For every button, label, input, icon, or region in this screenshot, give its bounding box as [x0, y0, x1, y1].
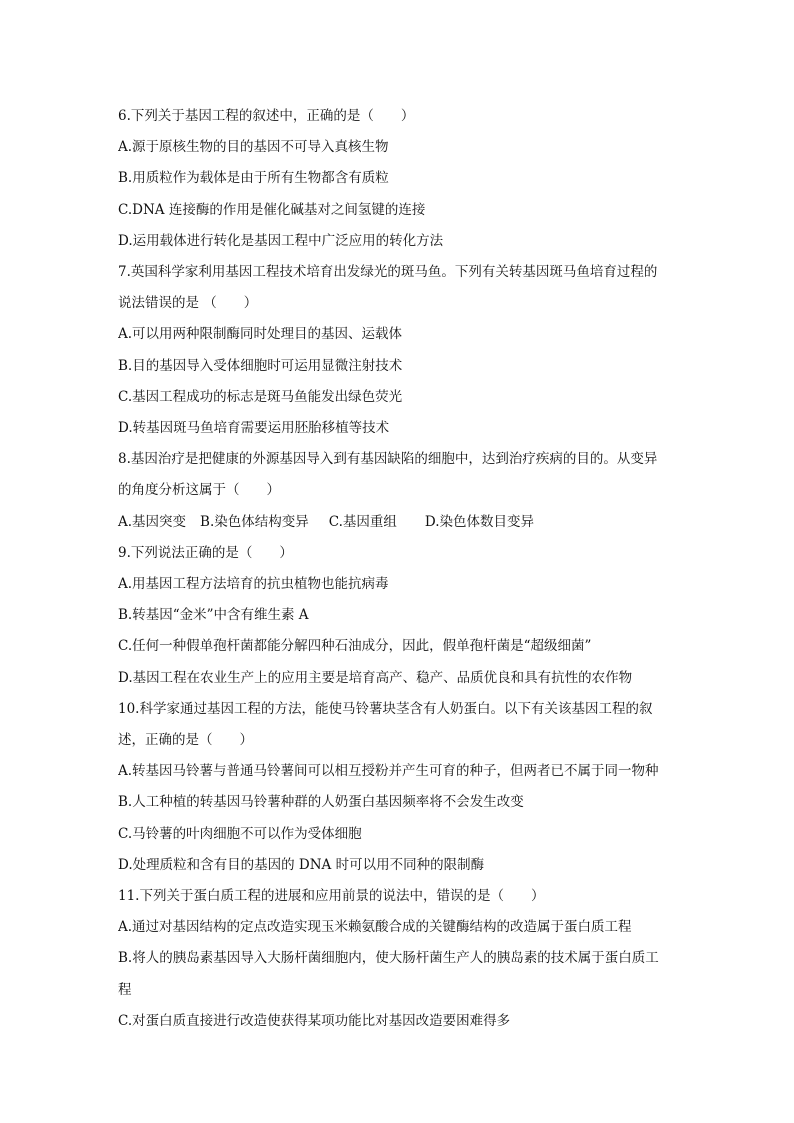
question-10	[118, 694, 680, 881]
question-6-option-a: A.源于原核生物的目的基因不可导入真核生物	[118, 139, 389, 156]
question-7-option-a: A.可以用两种限制酶同时处理目的基因、运载体	[118, 326, 403, 343]
question-10-stem-line-2: 述，正确的是（ ）	[118, 732, 253, 749]
question-11-option-c: C.对蛋白质直接进行改造使获得某项功能比对基因改造要困难得多	[118, 1012, 511, 1029]
question-8-option-a: A.基因突变	[118, 513, 187, 530]
question-8-options-row	[118, 507, 680, 538]
question-6-option-c: C.DNA 连接酶的作用是催化碱基对之间氢键的连接	[118, 201, 426, 218]
question-11-option-a: A.通过对基因结构的定点改造实现玉米赖氨酸合成的关键酶结构的改造属于蛋白质工程	[118, 919, 632, 936]
question-7-stem-line-1: 7.英国科学家利用基因工程技术培育出发绿光的斑马鱼。下列有关转基因斑马鱼培育过程的	[118, 264, 658, 281]
question-9	[118, 538, 680, 694]
question-8	[118, 444, 680, 538]
question-8-stem-line-2: 的角度分析这属于（ ）	[118, 482, 280, 499]
question-list	[118, 101, 680, 1037]
question-10-option-d: D.处理质粒和含有目的基因的 DNA 时可以用不同种的限制酶	[118, 856, 485, 873]
question-8-option-b: B.染色体结构变异	[200, 513, 309, 530]
question-6-stem: 6.下列关于基因工程的叙述中，正确的是（ ）	[118, 108, 415, 124]
question-9-stem: 9.下列说法正确的是（ ）	[118, 544, 293, 561]
question-7-option-b: B.目的基因导入受体细胞时可运用显微注射技术	[118, 357, 403, 374]
question-11-stem: 11.下列关于蛋白质工程的进展和应用前景的说法中，错误的是（ ）	[118, 888, 545, 905]
question-10-option-a: A.转基因马铃薯与普通马铃薯间可以相互授粉并产生可育的种子，但两者已不属于同一物种	[118, 763, 659, 780]
question-7	[118, 257, 680, 444]
question-6	[118, 101, 680, 257]
question-8-option-d: D.染色体数目变异	[424, 513, 535, 530]
question-9-option-d: D.基因工程在农业生产上的应用主要是培育高产、稳产、品质优良和具有抗性的农作物	[118, 669, 633, 686]
question-7-stem-line-2: 说法错误的是 （ ）	[118, 295, 258, 312]
question-7-option-d: D.转基因斑马鱼培育需要运用胚胎移植等技术	[118, 420, 390, 437]
question-10-stem-line-1: 10.科学家通过基因工程的方法，能使马铃薯块茎含有人奶蛋白。以下有关该基因工程的叙	[118, 700, 653, 717]
question-9-option-b: B.转基因“金米”中含有维生素 A	[118, 607, 309, 624]
question-8-stem-line-1: 8.基因治疗是把健康的外源基因导入到有基因缺陷的细胞中，达到治疗疾病的目的。从变异	[118, 451, 658, 468]
question-10-option-b: B.人工种植的转基因马铃薯种群的人奶蛋白基因频率将不会发生改变	[118, 794, 524, 811]
question-7-option-c: C.基因工程成功的标志是斑马鱼能发出绿色荧光	[118, 388, 403, 405]
question-6-option-b: B.用质粒作为载体是由于所有生物都含有质粒	[118, 170, 389, 187]
question-9-option-c: C.任何一种假单孢杆菌都能分解四种石油成分，因此，假单孢杆菌是“超级细菌”	[118, 638, 592, 655]
question-11-option-b-line-1: B.将人的胰岛素基因导入大肠杆菌细胞内，使大肠杆菌生产人的胰岛素的技术属于蛋白质工	[118, 950, 659, 967]
question-8-option-c: C.基因重组	[328, 513, 397, 530]
question-9-option-a: A.用基因工程方法培育的抗虫植物也能抗病毒	[118, 576, 389, 593]
question-11	[118, 881, 680, 1037]
question-10-option-c: C.马铃薯的叶肉细胞不可以作为受体细胞	[118, 825, 362, 842]
question-11-option-b-line-2: 程	[118, 981, 132, 998]
question-6-option-d: D.运用载体进行转化是基因工程中广泛应用的转化方法	[118, 232, 444, 249]
